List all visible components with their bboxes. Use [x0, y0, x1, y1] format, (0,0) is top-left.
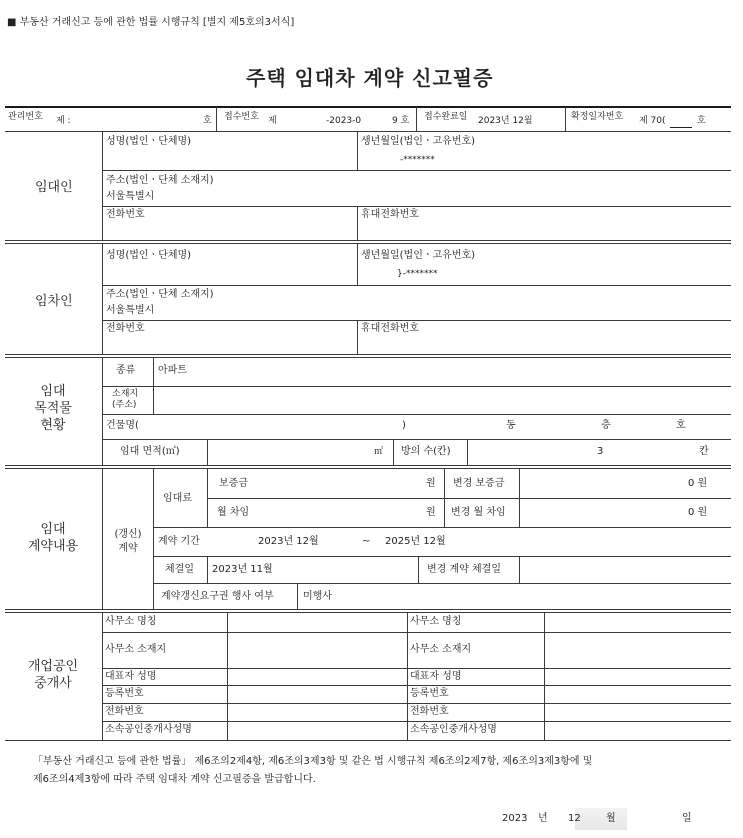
divider [565, 107, 566, 131]
section-separator [5, 354, 731, 355]
lessor-section-label: 임대인 [35, 180, 73, 195]
page-title: 주택 임대차 계약 신고필증 [246, 66, 494, 90]
divider [102, 206, 731, 207]
dong-label: 동 [506, 420, 516, 431]
divider [357, 244, 358, 285]
changed-monthly-label: 변경 월 차임 [451, 507, 506, 518]
fixed-date-number-label: 확정일자번호 [571, 112, 624, 122]
rooms-unit: 칸 [699, 446, 709, 457]
section-separator [5, 240, 731, 241]
lessee-address-label: 주소(법인ㆍ단체 소재지) [106, 289, 214, 300]
ho-label: 호 [676, 420, 686, 431]
broker1-reg-no-label: 등록번호 [105, 688, 144, 699]
receipt-number-label: 접수번호 [224, 112, 259, 122]
renewal-contract-line1: (갱신) [114, 529, 142, 540]
divider [102, 668, 731, 669]
property-section-line2: 목적물 [34, 401, 72, 416]
divider [102, 685, 731, 686]
fixed-date-number-suffix: 호 [697, 116, 706, 126]
lessee-section-label: 임차인 [35, 294, 73, 309]
receipt-number-suffix: 9 호 [392, 116, 410, 126]
broker1-affiliated-label: 소속공인중개사성명 [105, 724, 192, 735]
lessee-phone-label: 전화번호 [106, 323, 145, 334]
property-section-line1: 임대 [40, 384, 66, 399]
divider [153, 583, 731, 584]
divider [357, 320, 358, 354]
lessor-birth-label: 생년월일(법인ㆍ고유번호) [361, 136, 476, 147]
lessor-address-value: 서울특별시 [106, 191, 155, 202]
divider [297, 583, 298, 609]
legal-basis-line2: 제6조의4제3항에 따라 주택 임대차 계약 신고필증을 발급합니다. [33, 774, 316, 785]
issue-year: 2023 [502, 813, 528, 824]
lessor-mobile-label: 휴대전화번호 [361, 209, 419, 220]
property-location-label-line1: 소재지 [112, 389, 139, 399]
section-separator [5, 612, 731, 613]
divider [216, 107, 217, 131]
signed-date-label: 체결일 [165, 564, 194, 575]
contract-period-start: 2023년 12월 [258, 536, 319, 547]
divider [102, 632, 731, 633]
divider [153, 469, 154, 609]
lessee-mobile-label: 휴대전화번호 [361, 323, 419, 334]
divider [102, 244, 103, 354]
broker1-office-name-label: 사무소 명칭 [105, 616, 157, 627]
section-separator [5, 609, 731, 610]
divider [102, 285, 731, 286]
rooms-label: 방의 수(칸) [401, 446, 451, 457]
fixed-date-number-value: 제 70( [639, 116, 666, 126]
divider [102, 721, 731, 722]
contract-period-tilde: ~ [362, 536, 371, 547]
lessee-birth-label: 생년월일(법인ㆍ고유번호) [361, 250, 476, 261]
broker-section-line1: 개업공인 [27, 659, 79, 674]
divider [102, 320, 731, 321]
monthly-won: 원 [426, 507, 436, 518]
legal-basis-line1: 「부동산 거래신고 등에 관한 법률」 제6조의2제4항, 제6조의3제3항 및 같은 법 시행규칙 제6조의2제7항, 제6조의3제3항에 및 [33, 756, 593, 767]
divider [416, 107, 417, 131]
lessee-address-value: 서울특별시 [106, 305, 155, 316]
floor-label: 층 [601, 420, 611, 431]
changed-deposit-label: 변경 보증금 [453, 478, 505, 489]
broker2-phone-label: 전화번호 [410, 706, 449, 717]
deposit-label: 보증금 [219, 478, 248, 489]
monthly-rent-label: 월 차임 [217, 507, 250, 518]
building-name-label: 건물명( [106, 420, 139, 431]
property-section-label [8, 383, 98, 434]
stamp-blur [575, 808, 627, 830]
broker1-office-address-label: 사무소 소재지 [105, 644, 167, 655]
divider [102, 703, 731, 704]
issue-month: 12 [568, 813, 581, 824]
contract-section-line2: 계약내용 [27, 539, 79, 554]
section-separator [5, 468, 731, 469]
mgmt-number-suffix: 호 [203, 116, 212, 126]
property-location-label-line2: (주소) [112, 400, 137, 410]
mgmt-number-value: 제 : [56, 116, 71, 126]
deposit-won: 원 [426, 478, 436, 489]
contract-section-line1: 임대 [40, 522, 66, 537]
lessor-name-label: 성명(법인ㆍ단체명) [106, 136, 192, 147]
header-top-border [5, 106, 731, 108]
contract-period-label: 계약 기간 [158, 536, 200, 547]
divider [467, 439, 468, 465]
broker2-office-name-label: 사무소 명칭 [410, 616, 462, 627]
lessor-phone-label: 전화번호 [106, 209, 145, 220]
rental-area-unit: ㎡ [374, 447, 384, 457]
divider [102, 131, 103, 240]
divider [102, 386, 731, 387]
changed-signed-date-label: 변경 계약 체결일 [427, 564, 501, 575]
receipt-number-prefix: 제 [268, 116, 277, 126]
broker-section-label [8, 658, 98, 692]
property-type-value: 아파트 [158, 365, 187, 376]
divider [519, 556, 520, 583]
signed-date-value: 2023년 11월 [212, 564, 273, 575]
completed-date-value: 2023년 12월 [478, 116, 533, 126]
receipt-number-value: -2023-0 [326, 116, 362, 126]
issue-year-unit: 년 [538, 813, 548, 824]
changed-monthly-value: 0 원 [688, 507, 708, 518]
contract-period-end: 2025년 12월 [385, 536, 446, 547]
broker-section-line2: 중개사 [34, 676, 72, 691]
rental-area-label: 임대 면적(㎡) [120, 446, 180, 457]
divider [102, 358, 103, 465]
renewal-right-label: 계약갱신요구권 행사 여부 [161, 591, 274, 602]
table-bottom-border [5, 740, 731, 741]
fixed-date-underline [670, 127, 692, 128]
completed-date-label: 접수완료일 [424, 112, 468, 122]
divider [102, 170, 731, 171]
rooms-value: 3 [597, 446, 604, 457]
building-name-close: ) [402, 420, 406, 431]
broker2-reg-no-label: 등록번호 [410, 688, 449, 699]
property-section-line3: 현황 [40, 418, 66, 433]
broker1-phone-label: 전화번호 [105, 706, 144, 717]
divider [357, 206, 358, 240]
divider [153, 556, 731, 557]
lessee-name-label: 성명(법인ㆍ단체명) [106, 250, 192, 261]
section-separator [5, 465, 731, 466]
divider [207, 556, 208, 583]
contract-section-label [8, 521, 98, 555]
renewal-contract-label [104, 528, 152, 556]
header-bottom-border [5, 131, 731, 132]
renewal-right-value: 미행사 [303, 591, 332, 602]
issue-day-unit: 일 [682, 813, 692, 824]
broker1-rep-name-label: 대표자 성명 [105, 671, 157, 682]
divider [102, 469, 103, 609]
divider [357, 131, 358, 170]
issue-month-unit: 월 [606, 813, 616, 824]
divider [207, 439, 208, 465]
divider [418, 556, 419, 583]
renewal-contract-line2: 계약 [118, 543, 138, 554]
property-type-label: 종류 [116, 365, 136, 376]
changed-deposit-value: 0 원 [688, 478, 708, 489]
divider [153, 527, 731, 528]
mgmt-number-label: 관리번호 [8, 112, 43, 122]
lessor-address-label: 주소(법인ㆍ단체 소재지) [106, 175, 214, 186]
form-reference: ■ 부동산 거래신고 등에 관한 법률 시행규칙 [별지 제5호의3서식] [7, 17, 295, 28]
lessee-birth-value: }-******* [397, 269, 438, 279]
section-separator [5, 357, 731, 358]
divider [393, 439, 394, 465]
lessor-birth-value: -******* [400, 155, 435, 165]
broker2-rep-name-label: 대표자 성명 [410, 671, 462, 682]
divider [207, 498, 731, 499]
rent-label: 임대료 [163, 493, 192, 504]
broker2-office-address-label: 사무소 소재지 [410, 644, 472, 655]
divider [102, 439, 731, 440]
divider [102, 414, 731, 415]
broker2-affiliated-label: 소속공인중개사성명 [410, 724, 497, 735]
section-separator [5, 243, 731, 244]
